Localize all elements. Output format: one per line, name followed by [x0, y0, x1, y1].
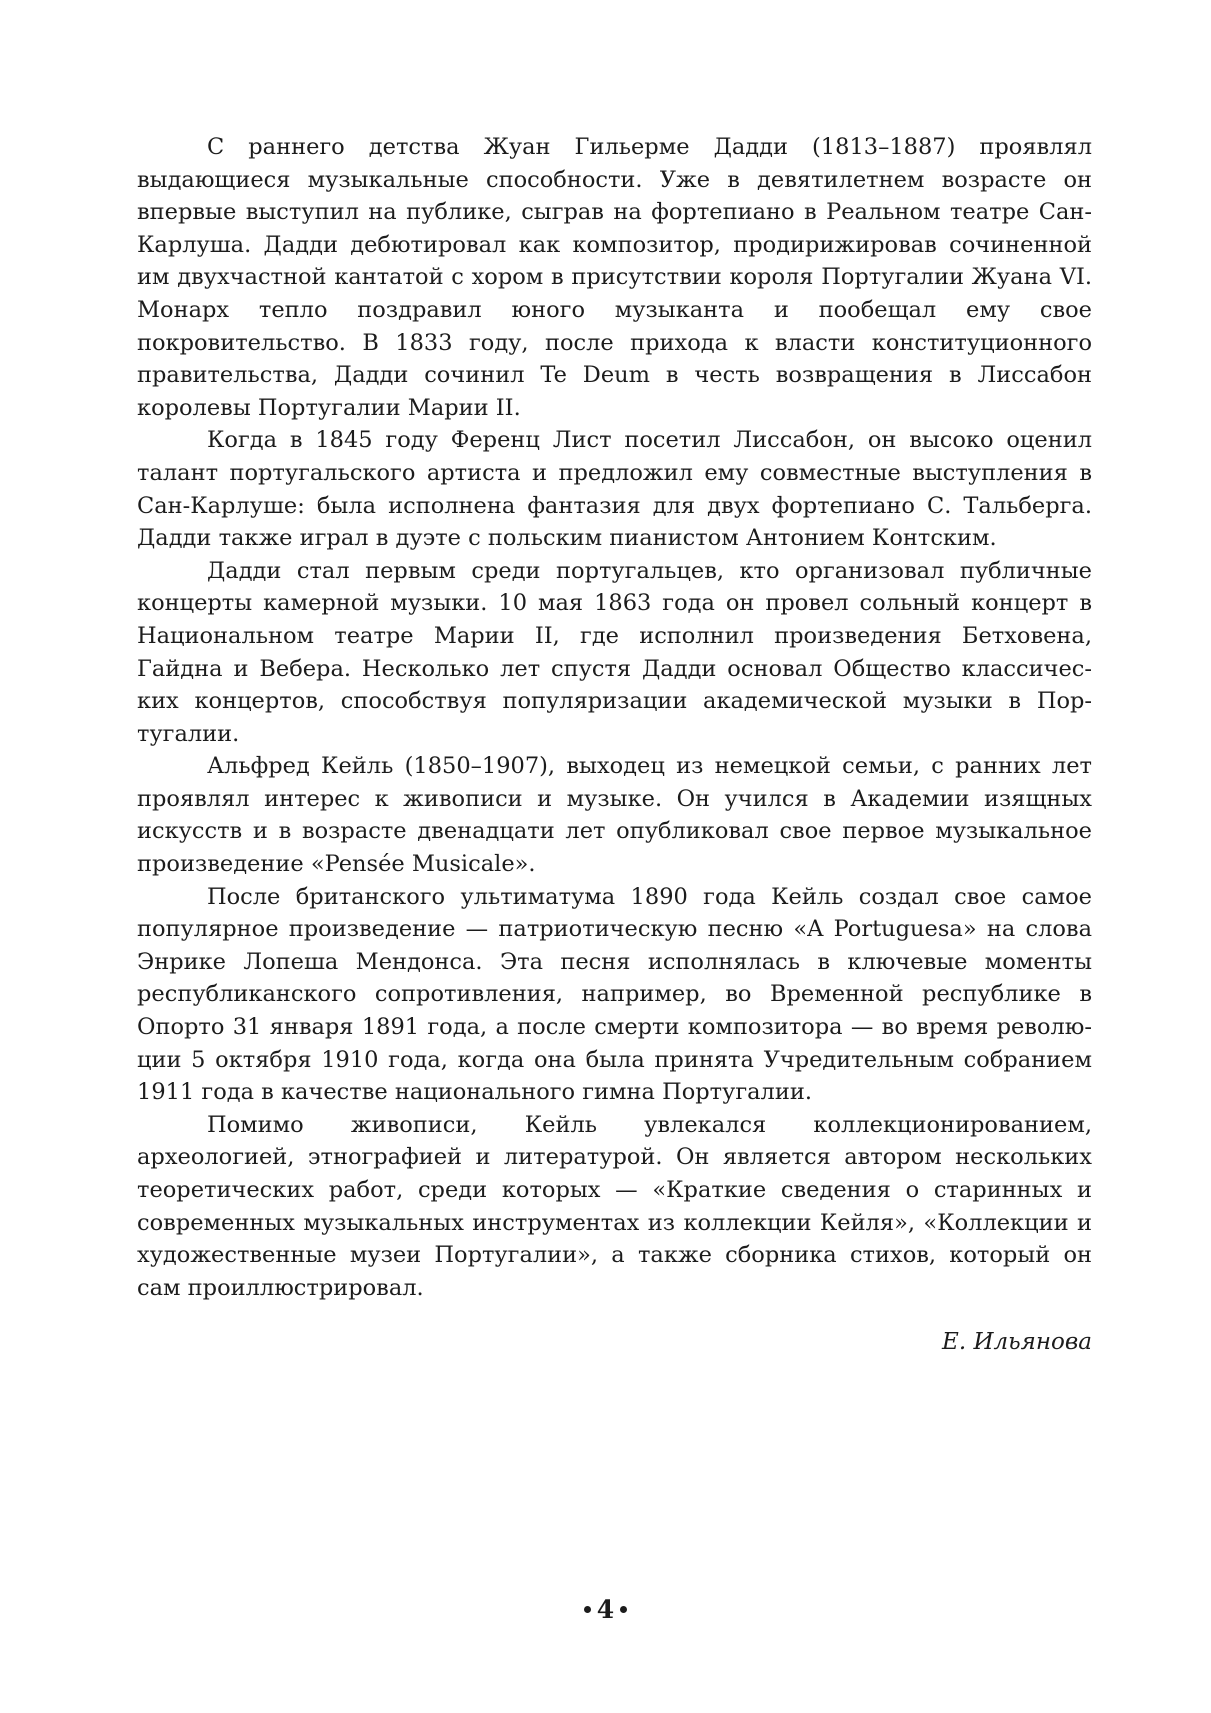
paragraph-daddi-childhood: С раннего детства Жуан Гильерме Дадди (1813–1887) проявлял выдающиеся музыкальные способности. Уже в девятилетнем возрасте он впервые выступил на публике, сыграв на фортепиано в Реальном театре Сан-Карлуша. Дадди дебютировал как композитор, продирижировав сочиненной им двухчастной кантатой с хором в присутствии короля Португалии Жуана VI. Монарх тепло поздравил юного музыканта и пообещал ему свое покровительство. В 1833 году, после прихода к власти конституционного правительства, Дадди сочинил Te Deum в честь возвращения в Лиссабон королевы Португалии Марии II. — [137, 134, 1092, 421]
paragraph-keil-interests: Помимо живописи, Кейль увлекался коллекционированием, археологией, этнографией и литературой. Он является автором нескольких теоретических работ, среди которых — «Краткие сведения о старинных и современных музыкальных инструментах из коллекции Кейля», «Коллекции и художественные музеи Португалии», а также сборника стихов, который он сам проиллюстрировал. — [137, 1111, 1092, 1301]
bullet-left-icon — [584, 1606, 591, 1613]
author-signature: Е. Ильянова — [942, 1329, 1092, 1355]
paragraph-keil-early-life: Альфред Кейль (1850–1907), выходец из немецкой семьи, с ранних лет проявлял интерес к живописи и музыке. Он учился в Академии изящных искусств и в возрасте двенадцати лет опубликовал свое первое музыкальное произведение «Pensée Musicale». — [137, 753, 1092, 878]
article-body — [137, 131, 1092, 1304]
page-number: 4 — [596, 1595, 615, 1624]
bullet-right-icon — [620, 1606, 627, 1613]
paragraph-liszt-visit: Когда в 1845 году Ференц Лист посетил Лиссабон, он высоко оценил талант португальского артиста и предложил ему совместные выступления в Сан-Карлуше: была исполнена фантазия для двух фортепиано С. Тальберга. Дадди также играл в дуэте с польским пианистом Антонием Контским. — [137, 427, 1092, 552]
paragraph-a-portuguesa: После британского ультиматума 1890 года Кейль создал свое самое популярное произведение — патриотическую песню «A Portuguesa» на слова Энрике Лопеша Мендонса. Эта песня исполнялась в ключевые моменты республиканского сопротивления, например, во Временной республике в Опорто 31 января 1891 года, а после смерти композитора — во время революции 5 октября 1910 года, когда она была принята Учредительным собранием 1911 года в качестве национального гимна Португалии. — [137, 883, 1092, 1106]
page-number-footer — [0, 1595, 1211, 1625]
paragraph-chamber-concerts: Дадди стал первым среди португальцев, кто организовал публичные концерты камерной музыки. 10 мая 1863 года он провел сольный концерт в Национальном театре Марии II, где исполнил произведения Бетховена, Гайдна и Вебера. Несколько лет спустя Дадди основал Общество классических концертов, способствуя популяризации академической музыки в Португалии. — [137, 557, 1092, 747]
